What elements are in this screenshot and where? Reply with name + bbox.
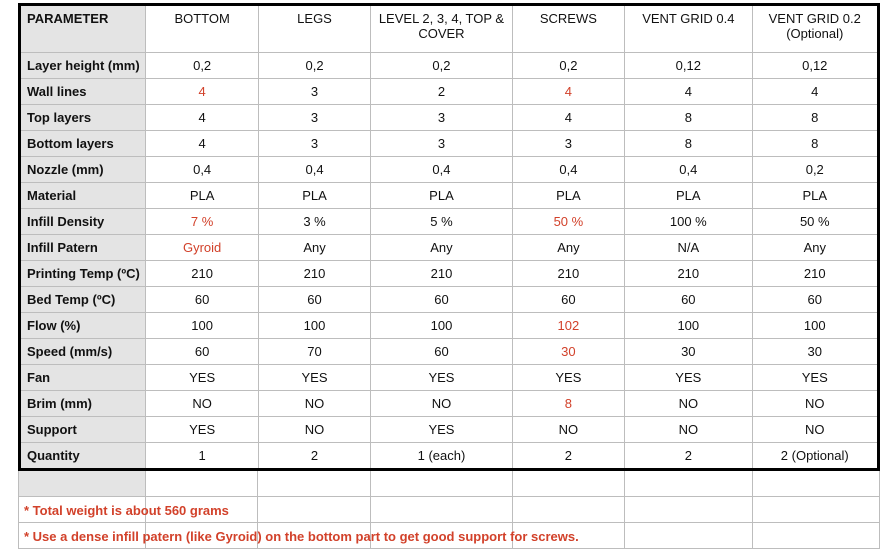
row-label: Support [20,417,146,443]
value-cell: 0,2 [512,53,624,79]
row-label: Nozzle (mm) [20,157,146,183]
value-cell: PLA [371,183,512,209]
note-dense-infill: * Use a dense infill patern (like Gyroid) on the bottom part to get good support for screws. [24,529,579,544]
table-row [20,105,879,131]
empty-cell [145,471,258,497]
value-cell: YES [258,365,370,391]
value-cell: 4 [625,79,752,105]
table-row [20,209,879,235]
table-row [20,261,879,287]
header-cell-vent-grid-02: VENT GRID 0.2 (Optional) [752,5,878,53]
value-cell: N/A [625,235,752,261]
value-cell: 3 [512,131,624,157]
value-cell: 8 [752,131,878,157]
value-cell: 2 (Optional) [752,443,878,470]
value-cell: 0,4 [625,157,752,183]
value-cell: 210 [512,261,624,287]
value-cell: YES [371,417,512,443]
row-label: Flow (%) [20,313,146,339]
table-row [20,365,879,391]
value-cell: 7 % [146,209,258,235]
value-cell: YES [625,365,752,391]
value-cell: 0,12 [625,53,752,79]
empty-cell [753,497,880,523]
value-cell: Any [752,235,878,261]
value-cell: 100 [146,313,258,339]
value-cell: 100 [625,313,752,339]
table-row [20,443,879,470]
table-row [20,313,879,339]
value-cell: 60 [146,287,258,313]
value-cell: 60 [625,287,752,313]
table-row [20,183,879,209]
value-cell: 210 [752,261,878,287]
value-cell: 0,2 [752,157,878,183]
value-cell: 0,2 [146,53,258,79]
table-row [20,235,879,261]
row-label: Fan [20,365,146,391]
table-row [20,287,879,313]
value-cell: 5 % [371,209,512,235]
empty-cell [512,497,625,523]
value-cell: 3 % [258,209,370,235]
value-cell: 0,4 [371,157,512,183]
value-cell: 60 [371,287,512,313]
row-label: Bed Temp (ºC) [20,287,146,313]
value-cell: 210 [625,261,752,287]
empty-cell [258,471,371,497]
row-label: Speed (mm/s) [20,339,146,365]
value-cell: PLA [146,183,258,209]
row-label: Wall lines [20,79,146,105]
value-cell: 100 [371,313,512,339]
value-cell: NO [625,417,752,443]
value-cell: 50 % [512,209,624,235]
value-cell: 4 [752,79,878,105]
value-cell: YES [146,365,258,391]
value-cell: 60 [258,287,370,313]
value-cell: 60 [512,287,624,313]
value-cell: Any [258,235,370,261]
row-label: Infill Density [20,209,146,235]
value-cell: YES [371,365,512,391]
value-cell: 8 [625,105,752,131]
empty-cell [371,497,513,523]
row-label: Top layers [20,105,146,131]
empty-row [19,471,880,497]
value-cell: PLA [625,183,752,209]
value-cell: 3 [371,131,512,157]
value-cell: 4 [146,105,258,131]
row-label: Quantity [20,443,146,470]
table-row [20,157,879,183]
value-cell: 30 [512,339,624,365]
empty-cell [753,471,880,497]
value-cell: YES [146,417,258,443]
value-cell: 3 [258,79,370,105]
header-cell-legs: LEGS [258,5,370,53]
value-cell: 0,4 [146,157,258,183]
value-cell: 8 [625,131,752,157]
notes-area [18,471,880,551]
value-cell: 4 [146,79,258,105]
value-cell: 210 [371,261,512,287]
empty-cell [625,471,753,497]
value-cell: YES [512,365,624,391]
row-label: Brim (mm) [20,391,146,417]
value-cell: 2 [512,443,624,470]
table-row [20,417,879,443]
value-cell: 3 [258,131,370,157]
value-cell: 70 [258,339,370,365]
table-row [20,53,879,79]
empty-cell [19,471,146,497]
table-body [20,5,879,470]
value-cell: PLA [512,183,624,209]
value-cell: 8 [512,391,624,417]
value-cell: 0,2 [371,53,512,79]
table-row [20,131,879,157]
value-cell: 1 (each) [371,443,512,470]
value-cell: 100 % [625,209,752,235]
value-cell: 0,4 [258,157,370,183]
value-cell: 30 [625,339,752,365]
value-cell: 0,2 [258,53,370,79]
row-label: Infill Patern [20,235,146,261]
value-cell: 4 [512,79,624,105]
value-cell: 100 [258,313,370,339]
value-cell: 2 [625,443,752,470]
value-cell: Any [371,235,512,261]
value-cell: NO [752,391,878,417]
empty-cell [371,471,513,497]
value-cell: 3 [258,105,370,131]
value-cell: 210 [146,261,258,287]
value-cell: 1 [146,443,258,470]
value-cell: PLA [752,183,878,209]
row-label: Bottom layers [20,131,146,157]
value-cell: NO [371,391,512,417]
header-cell-bottom: BOTTOM [146,5,258,53]
value-cell: YES [752,365,878,391]
header-cell-vent-grid-04: VENT GRID 0.4 [625,5,752,53]
value-cell: 60 [752,287,878,313]
value-cell: 50 % [752,209,878,235]
value-cell: 2 [258,443,370,470]
value-cell: NO [258,417,370,443]
value-cell: PLA [258,183,370,209]
sheet [18,3,880,551]
value-cell: 100 [752,313,878,339]
header-cell-parameter: PARAMETER [20,5,146,53]
value-cell: Gyroid [146,235,258,261]
row-label: Printing Temp (ºC) [20,261,146,287]
value-cell: 4 [512,105,624,131]
row-label: Material [20,183,146,209]
table-row [20,339,879,365]
value-cell: 0,4 [512,157,624,183]
value-cell: 30 [752,339,878,365]
value-cell: NO [752,417,878,443]
value-cell: 210 [258,261,370,287]
header-cell-levels: LEVEL 2, 3, 4, TOP & COVER [371,5,512,53]
value-cell: 4 [146,131,258,157]
row-label: Layer height (mm) [20,53,146,79]
empty-cell [512,471,625,497]
header-cell-screws: SCREWS [512,5,624,53]
value-cell: 0,12 [752,53,878,79]
value-cell: 60 [146,339,258,365]
table-row [20,79,879,105]
value-cell: 2 [371,79,512,105]
empty-cell [625,523,753,549]
value-cell: 60 [371,339,512,365]
parameter-table [18,3,880,471]
value-cell: 8 [752,105,878,131]
value-cell: Any [512,235,624,261]
value-cell: 3 [371,105,512,131]
note-total-weight: * Total weight is about 560 grams [24,503,229,518]
empty-cell [625,497,753,523]
table-row [20,391,879,417]
header-row [20,5,879,53]
empty-cell [753,523,880,549]
value-cell: NO [258,391,370,417]
value-cell: 102 [512,313,624,339]
value-cell: NO [625,391,752,417]
value-cell: NO [146,391,258,417]
empty-cell [258,497,371,523]
value-cell: NO [512,417,624,443]
